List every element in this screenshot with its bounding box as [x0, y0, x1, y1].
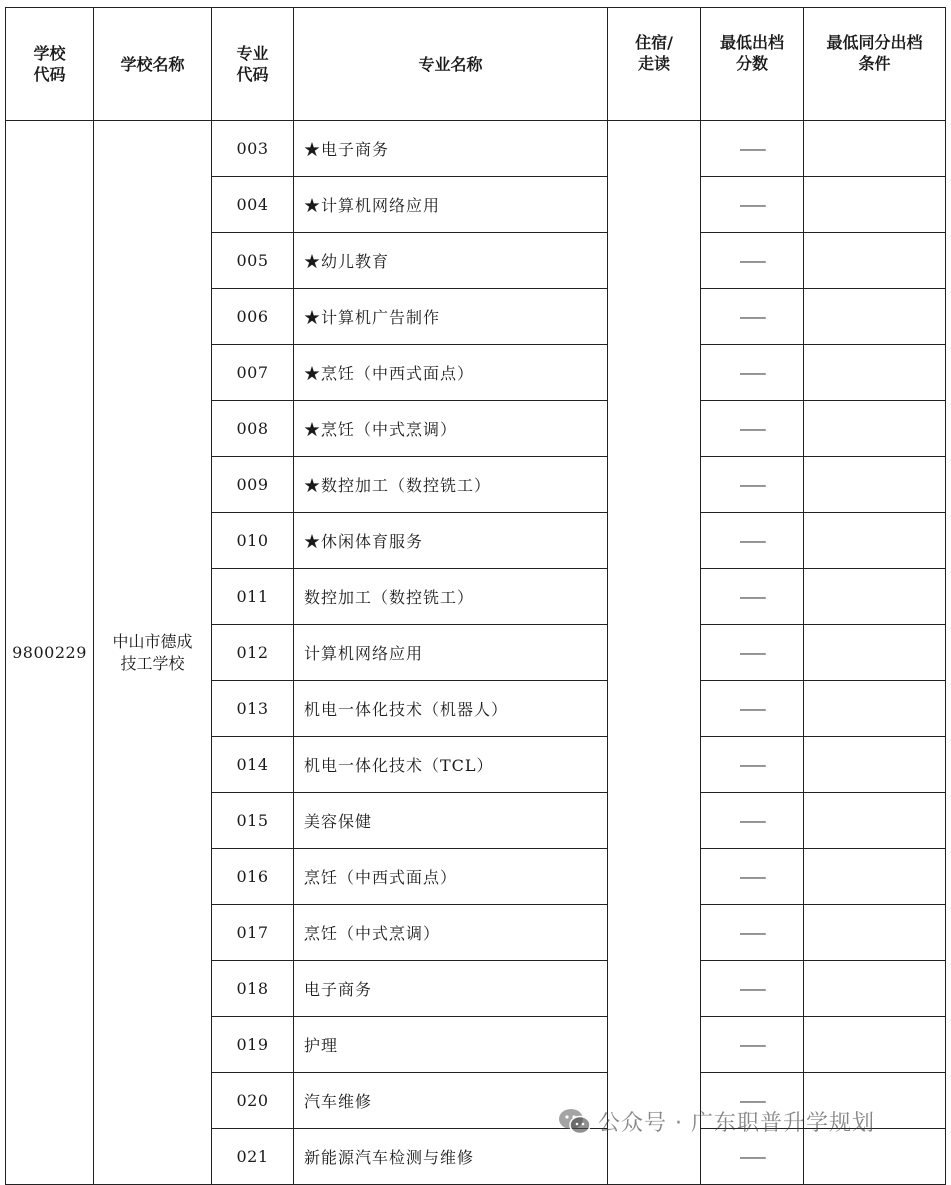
- header-row: [6, 8, 946, 121]
- header-boarding: 住宿/ 走读: [608, 8, 701, 121]
- min-score-dash: ——: [739, 811, 765, 830]
- major-name-cell: 烹饪（中式烹调）: [294, 905, 608, 961]
- min-score-dash: ——: [739, 195, 765, 214]
- table-body: [6, 121, 946, 1185]
- min-score-cell: [701, 177, 804, 233]
- tie-condition-cell: [804, 513, 946, 569]
- major-name-cell: ★休闲体育服务: [294, 513, 608, 569]
- tie-condition-cell: [804, 289, 946, 345]
- school-name-line: 技工学校: [120, 653, 185, 673]
- watermark: [558, 1106, 875, 1137]
- min-score-dash: ——: [739, 755, 765, 774]
- min-score-dash: ——: [739, 867, 765, 886]
- header-school-code: 学校 代码: [6, 8, 94, 121]
- min-score-cell: [701, 569, 804, 625]
- major-code-cell: 015: [212, 793, 294, 849]
- major-code-cell: 017: [212, 905, 294, 961]
- major-code-cell: 009: [212, 457, 294, 513]
- min-score-cell: [701, 345, 804, 401]
- min-score-cell: [701, 457, 804, 513]
- major-name-cell: ★烹饪（中式烹调）: [294, 401, 608, 457]
- major-code-cell: 014: [212, 737, 294, 793]
- min-score-cell: [701, 121, 804, 177]
- major-name-cell: 美容保健: [294, 793, 608, 849]
- major-code-cell: 011: [212, 569, 294, 625]
- min-score-dash: ——: [739, 363, 765, 382]
- major-code-cell: 018: [212, 961, 294, 1017]
- major-name-cell: 机电一体化技术（机器人）: [294, 681, 608, 737]
- tie-condition-cell: [804, 177, 946, 233]
- major-name-cell: 汽车维修: [294, 1073, 608, 1129]
- min-score-cell: [701, 1017, 804, 1073]
- major-name-cell: ★烹饪（中西式面点）: [294, 345, 608, 401]
- tie-condition-cell: [804, 121, 946, 177]
- major-name-cell: ★幼儿教育: [294, 233, 608, 289]
- major-name-cell: 数控加工（数控铣工）: [294, 569, 608, 625]
- wechat-icon: [558, 1108, 592, 1136]
- school-name-cell: [94, 121, 212, 1185]
- major-name-cell: 烹饪（中西式面点）: [294, 849, 608, 905]
- header-school-name: 学校名称: [94, 8, 212, 121]
- min-score-dash: ——: [739, 419, 765, 438]
- major-name-cell: ★计算机网络应用: [294, 177, 608, 233]
- major-code-cell: 005: [212, 233, 294, 289]
- major-code-cell: 012: [212, 625, 294, 681]
- tie-condition-cell: [804, 905, 946, 961]
- min-score-cell: [701, 961, 804, 1017]
- min-score-dash: ——: [739, 251, 765, 270]
- major-name-cell: 护理: [294, 1017, 608, 1073]
- tie-condition-cell: [804, 849, 946, 905]
- major-name-cell: ★数控加工（数控铣工）: [294, 457, 608, 513]
- header-major-code: 专业 代码: [212, 8, 294, 121]
- min-score-cell: [701, 513, 804, 569]
- boarding-cell: [608, 121, 701, 1185]
- header-min-score: 最低出档 分数: [701, 8, 804, 121]
- major-name-cell: 电子商务: [294, 961, 608, 1017]
- watermark-text: 公众号 · 广东职普升学规划: [598, 1111, 875, 1136]
- min-score-dash: ——: [739, 923, 765, 942]
- min-score-cell: [701, 793, 804, 849]
- min-score-dash: ——: [739, 307, 765, 326]
- min-score-cell: [701, 681, 804, 737]
- min-score-dash: ——: [739, 979, 765, 998]
- tie-condition-cell: [804, 345, 946, 401]
- min-score-cell: [701, 401, 804, 457]
- min-score-cell: [701, 737, 804, 793]
- major-code-cell: 010: [212, 513, 294, 569]
- min-score-cell: [701, 289, 804, 345]
- min-score-dash: ——: [739, 587, 765, 606]
- major-name-cell: ★计算机广告制作: [294, 289, 608, 345]
- admissions-table: [5, 7, 946, 1185]
- major-name-cell: ★电子商务: [294, 121, 608, 177]
- major-name-cell: 计算机网络应用: [294, 625, 608, 681]
- min-score-cell: [701, 233, 804, 289]
- major-code-cell: 019: [212, 1017, 294, 1073]
- tie-condition-cell: [804, 681, 946, 737]
- header-major-name: 专业名称: [294, 8, 608, 121]
- major-code-cell: 013: [212, 681, 294, 737]
- min-score-cell: [701, 905, 804, 961]
- tie-condition-cell: [804, 457, 946, 513]
- major-code-cell: 020: [212, 1073, 294, 1129]
- min-score-cell: [701, 625, 804, 681]
- major-code-cell: 004: [212, 177, 294, 233]
- tie-condition-cell: [804, 625, 946, 681]
- tie-condition-cell: [804, 961, 946, 1017]
- min-score-cell: [701, 849, 804, 905]
- min-score-dash: ——: [739, 531, 765, 550]
- major-code-cell: 008: [212, 401, 294, 457]
- table-row: [6, 121, 946, 177]
- school-name-line: 中山市德成: [112, 631, 193, 651]
- tie-condition-cell: [804, 233, 946, 289]
- min-score-dash: ——: [739, 643, 765, 662]
- major-name-cell: 机电一体化技术（TCL）: [294, 737, 608, 793]
- tie-condition-cell: [804, 401, 946, 457]
- major-code-cell: 003: [212, 121, 294, 177]
- major-code-cell: 006: [212, 289, 294, 345]
- min-score-dash: ——: [739, 699, 765, 718]
- header-tie-condition: 最低同分出档 条件: [804, 8, 946, 121]
- major-code-cell: 021: [212, 1129, 294, 1185]
- tie-condition-cell: [804, 793, 946, 849]
- major-code-cell: 016: [212, 849, 294, 905]
- tie-condition-cell: [804, 1017, 946, 1073]
- school-code-cell: 9800229: [6, 121, 94, 1185]
- major-code-cell: 007: [212, 345, 294, 401]
- min-score-dash: ——: [739, 1147, 765, 1166]
- min-score-dash: ——: [739, 139, 765, 158]
- major-name-cell: 新能源汽车检测与维修: [294, 1129, 608, 1185]
- min-score-dash: ——: [739, 475, 765, 494]
- min-score-dash: ——: [739, 1091, 765, 1110]
- min-score-dash: ——: [739, 1035, 765, 1054]
- tie-condition-cell: [804, 569, 946, 625]
- tie-condition-cell: [804, 737, 946, 793]
